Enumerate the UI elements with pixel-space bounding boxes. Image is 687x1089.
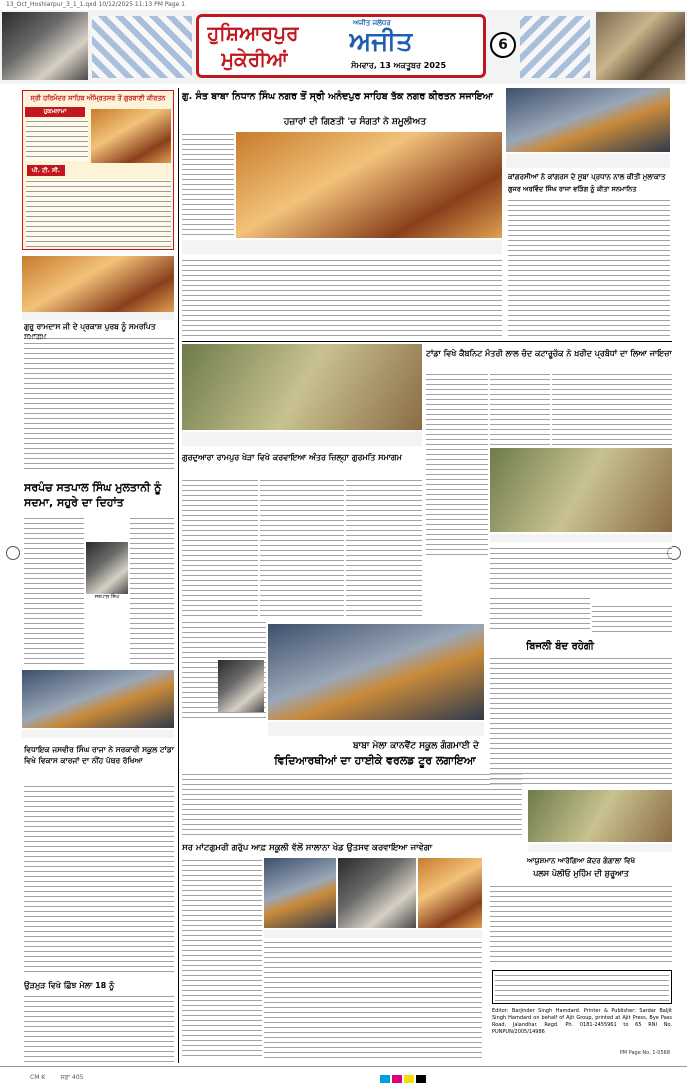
masthead-date: ਸੋਮਵਾਰ, 13 ਅਕਤੂਬਰ 2025: [351, 61, 447, 70]
caption-right-mid: [528, 844, 672, 852]
article-right-2: [490, 656, 672, 786]
photo-center-4a: [264, 858, 336, 928]
decor-pattern-right: [520, 16, 590, 78]
column-divider: [178, 88, 179, 1063]
caption-left-3: [22, 730, 174, 738]
article-left-4: [24, 994, 174, 1062]
article-left-3: [24, 784, 174, 974]
headline-center-3b: ਵਿਦਿਆਰਥੀਆਂ ਦਾ ਹਾਈਕੇ ਵਰਲਡ ਟੂਰ ਲਗਾਇਆ: [274, 754, 476, 767]
portrait-photo: [86, 542, 128, 594]
article-center-1c: [552, 372, 672, 446]
footer-imprint: Editor: Barjinder Singh Hamdard. Printer & Publisher: Sardar Baljit Singh Hamdard on behalf of Ajit Group, printed at Ajit Press, Bye Pass Road, Jalandhar. Regd. Ph. 0181-2455961 to 65 RNI No. PUNPUN/2005/14986: [492, 1008, 672, 1035]
headline-left-1: ਗੁਰੂ ਰਾਮਦਾਸ ਜੀ ਦੇ ਪ੍ਰਕਾਸ਼ ਪੁਰਬ ਨੂੰ ਸਮਰਪਿਤ: [24, 322, 156, 331]
caption-right-top: [506, 154, 670, 168]
caption-samagam: [182, 432, 422, 446]
headline-right-top: ਕਾਂਗਰਸੀਆਂ ਨੇ ਕਾਂਗਰਸ ਦੇ ਸੂਬਾ ਪ੍ਰਧਾਨ ਨਾਲ ਕੀਤੀ ਮੁਲਾਕਾਤ: [508, 173, 666, 181]
article-center-2a: [182, 478, 258, 618]
obituary-photo: [218, 660, 264, 712]
headline-left-3: ਵਿਧਾਇਕ ਜਸਵੀਰ ਸਿੰਘ ਰਾਜਾ ਨੇ ਸਰਕਾਰੀ ਸਕੂਲ ਟਾਂਡਾ ਵਿਖੇ ਵਿਕਾਸ ਕਾਰਜਾਂ ਦਾ ਨੀਂਹ ਪੱਥਰ ਰੱਖਿਆ: [24, 745, 174, 765]
horizontal-rule: [182, 341, 672, 342]
article-right-3: [490, 884, 672, 964]
mandi-photo: [490, 448, 672, 532]
article-left-1: [24, 336, 174, 470]
headline-left-2: ਸਰਪੰਚ ਸਤਪਾਲ ਸਿੰਘ ਮੁਲਤਾਨੀ ਨੂੰ ਸਦਮਾ, ਸਹੁਰੇ ਦਾ ਦਿਹਾਂਤ: [24, 481, 162, 509]
school-students-photo: [268, 624, 484, 720]
masthead-title-line1: ਹੁਸ਼ਿਆਰਪੁਰ: [207, 21, 299, 45]
article-left-2b: [130, 516, 174, 666]
masthead-title-line2: ਮੁਕੇਰੀਆਂ: [221, 47, 289, 71]
article-center-3: [182, 772, 522, 838]
color-swatch-black: [416, 1075, 426, 1083]
samagam-photo: [182, 344, 422, 430]
article-right-top: [508, 198, 670, 338]
photo-left-2: [22, 256, 174, 312]
bottom-bar: [0, 1066, 687, 1089]
ptc-badge: ਪੀ. ਟੀ. ਸੀ.: [27, 165, 65, 176]
caption-left-2: [22, 312, 174, 320]
article-left-2a: [24, 516, 84, 666]
hukamnama-box: [22, 90, 174, 250]
color-swatch-cyan: [380, 1075, 390, 1083]
portrait-label: ਸਤਪਾਲ ਸਿੰਘ: [94, 594, 120, 600]
article-center-4a: [182, 858, 262, 1058]
article-right-mid-a: [490, 596, 590, 632]
decor-pattern-left: [92, 16, 192, 78]
headline-center-4: ਸਰ ਮਾਂਟਗੁਮਰੀ ਗਰੁੱਪ ਆਫ਼ ਸਕੂਲੀ ਵੱਲੋਂ ਸਾਲਾਨਾ ਖੇਡ ਉਤਸਵ ਕਰਵਾਇਆ ਜਾਵੇਗਾ: [182, 843, 433, 853]
headline-right-top-sub: ਗੁਜਰ ਅਰਵਿੰਦ ਸਿੰਘ ਰਾਜਾ ਵੜਿੰਗ ਨੂੰ ਕੀਤਾ ਸਨਮਾਨਿਤ: [508, 185, 637, 193]
headline-right-3: ਆਯੁਸ਼ਮਾਨ ਆਰੋਗਿਆ ਕੇਂਦਰ ਗੰਗਾਲਾ ਵਿਖੇ: [526, 857, 636, 865]
headline-main: ਗੁ. ਸੰਤ ਬਾਬਾ ਨਿਧਾਨ ਸਿੰਘ ਨਗਰ ਤੋਂ ਸ੍ਰੀ ਅਨੰਦਪੁਰ ਸਾਹਿਬ ਤੱਕ ਨਗਰ ਕੀਰਤਨ ਸਜਾਇਆ: [182, 91, 493, 102]
caption-main: [182, 240, 502, 254]
article-main-col1: [182, 132, 234, 236]
hukamnama-body: [26, 179, 171, 247]
paper-name: ਅਜੀਤ: [349, 27, 413, 57]
bottom-marks: CM K ਸਫ਼ਾ 405: [30, 1074, 84, 1081]
footer-prev-note: PM Page No. 1-0568: [619, 1050, 670, 1056]
paper-small-name: ਅਜੀਤ ਜਲੰਧਰ: [353, 19, 391, 27]
notice-text: [495, 973, 669, 1001]
masthead-right-photo: [596, 12, 685, 80]
hukamnama-text: [26, 119, 88, 161]
article-center-2b: [260, 478, 344, 618]
headline-right-3b: ਪਲਸ ਪੋਲੀਓ ਮੁਹਿੰਮ ਦੀ ਸ਼ੁਰੂਆਤ: [533, 869, 629, 878]
masthead: [0, 10, 687, 84]
masthead-left-photo: [2, 12, 88, 80]
masthead-title-box: [196, 14, 486, 78]
headline-center-2: ਗੁਰਦੁਆਰਾ ਰਾਮਪੁਰ ਖੇੜਾ ਵਿਖੇ ਕਰਵਾਇਆ ਅੰਤਰ ਜ਼ਿਲ੍ਹਾ ਗੁਰਮਤਿ ਸਮਾਗਮ: [182, 453, 402, 462]
golden-temple-photo: [91, 109, 171, 163]
article-center-1a: [426, 372, 488, 558]
photo-right-mid: [528, 790, 672, 842]
notice-box: [492, 970, 672, 1004]
color-swatch-magenta: [392, 1075, 402, 1083]
headline-center-3: ਬਾਬਾ ਮੇਲਾ ਕਾਨਵੈਂਟ ਸਕੂਲ ਗੰਗਮਾਈ ਦੇ: [353, 741, 479, 751]
caption-mandi: [490, 534, 672, 542]
article-center-1d: [490, 546, 672, 592]
file-header: 13_Oct_Hoshiarpur_3_1_1.qxd 10/12/2025 11:13 PM Page 1: [6, 1, 186, 8]
hukamnama-label: ਹੁਕਮਨਾਮਾ: [25, 107, 85, 117]
photo-center-4b: [338, 858, 416, 928]
photo-center-4c: [418, 858, 482, 928]
article-center-2c: [346, 478, 422, 618]
page-number: 6: [490, 32, 516, 58]
color-swatch-yellow: [404, 1075, 414, 1083]
headline-left-4: ਉੜਮੁੜ ਵਿਖੇ ਛਿੰਝ ਮੇਲਾ 18 ਨੂੰ: [24, 981, 115, 990]
article-main-body: [182, 258, 502, 338]
headline-right-2: ਬਿਜਲੀ ਬੰਦ ਰਹੇਗੀ: [526, 641, 594, 652]
headline-main-sub: ਹਜ਼ਾਰਾਂ ਦੀ ਗਿਣਤੀ 'ਚ ਸੰਗਤਾਂ ਨੇ ਸ਼ਮੂਲੀਅਤ: [283, 117, 427, 127]
article-center-4b: [264, 940, 482, 1058]
caption-center-4: [264, 930, 482, 938]
photo-right-top: [506, 88, 670, 152]
headline-center-1: ਟਾਂਡਾ ਵਿਖੇ ਕੈਬਨਿਟ ਮੰਤਰੀ ਲਾਲ ਚੰਦ ਕਟਾਰੂਚੱਕ ਨੇ ਖ਼ਰੀਦ ਪ੍ਰਬੰਧਾਂ ਦਾ ਲਿਆ ਜਾਇਜ਼ਾ: [426, 349, 672, 358]
photo-left-3: [22, 670, 174, 728]
registration-mark-icon: [6, 546, 20, 560]
hukamnama-title: ਸ੍ਰੀ ਹਰਿਮੰਦਰ ਸਾਹਿਬ ਅੰਮ੍ਰਿਤਸਰ ਤੋਂ ਗੁਰਬਾਣੀ ਕੀਰਤਨ: [23, 91, 173, 105]
nagar-kirtan-photo: [236, 132, 502, 238]
article-right-mid-b: [592, 604, 672, 632]
caption-school: [268, 722, 484, 736]
article-center-1b: [490, 372, 550, 446]
